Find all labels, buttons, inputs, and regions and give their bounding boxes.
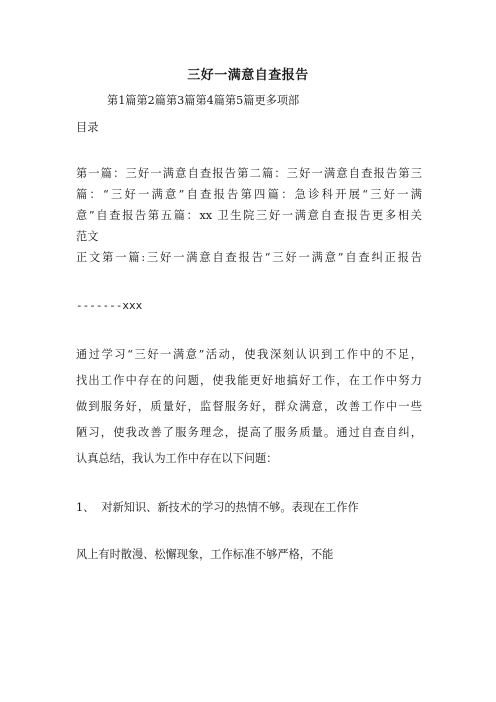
list-item-1: 1、 对新知识、新技术的学习的热情不够。表现在工作作 (76, 501, 359, 514)
toc-line: 篇：“三好一满意”自查报告第四篇：急诊科开展“三好一满 (76, 188, 422, 201)
toc-line: 意”自查报告第五篇：xx 卫生院三好一满意自查报告更多相关 (76, 209, 422, 222)
paragraph-line: 认真总结，我认为工作中存在以下问题： (76, 452, 278, 465)
author-line: -------xxx (76, 299, 143, 312)
toc-line: 范文 (76, 230, 99, 243)
document-title: 三好一满意自查报告 (187, 68, 309, 83)
list-item-1-continuation: 风上有时散漫、松懈现象，工作标准不够严格，不能 (76, 548, 334, 561)
paragraph-line: 做到服务好，质量好，监督服务好，群众满意，改善工作中一些 (76, 400, 422, 413)
paragraph-line: 通过学习“三好一满意”活动，使我深刻认识到工作中的不足， (76, 348, 422, 361)
body-heading-line: 正文第一篇:三好一满意自查报告“三好一满意”自查纠正报告 (76, 251, 422, 264)
toc-heading: 目录 (76, 121, 99, 134)
chapter-nav-links[interactable]: 第1篇第2篇第3篇第4篇第5篇更多项部 (107, 94, 300, 107)
paragraph-line: 陋习，使我改善了服务理念，提高了服务质量。通过自查自纠， (76, 426, 422, 439)
paragraph-line: 找出工作中存在的问题，使我能更好地搞好工作，在工作中努力 (76, 374, 422, 387)
toc-line: 第一篇：三好一满意自查报告第二篇：三好一满意自查报告第三 (76, 167, 422, 180)
